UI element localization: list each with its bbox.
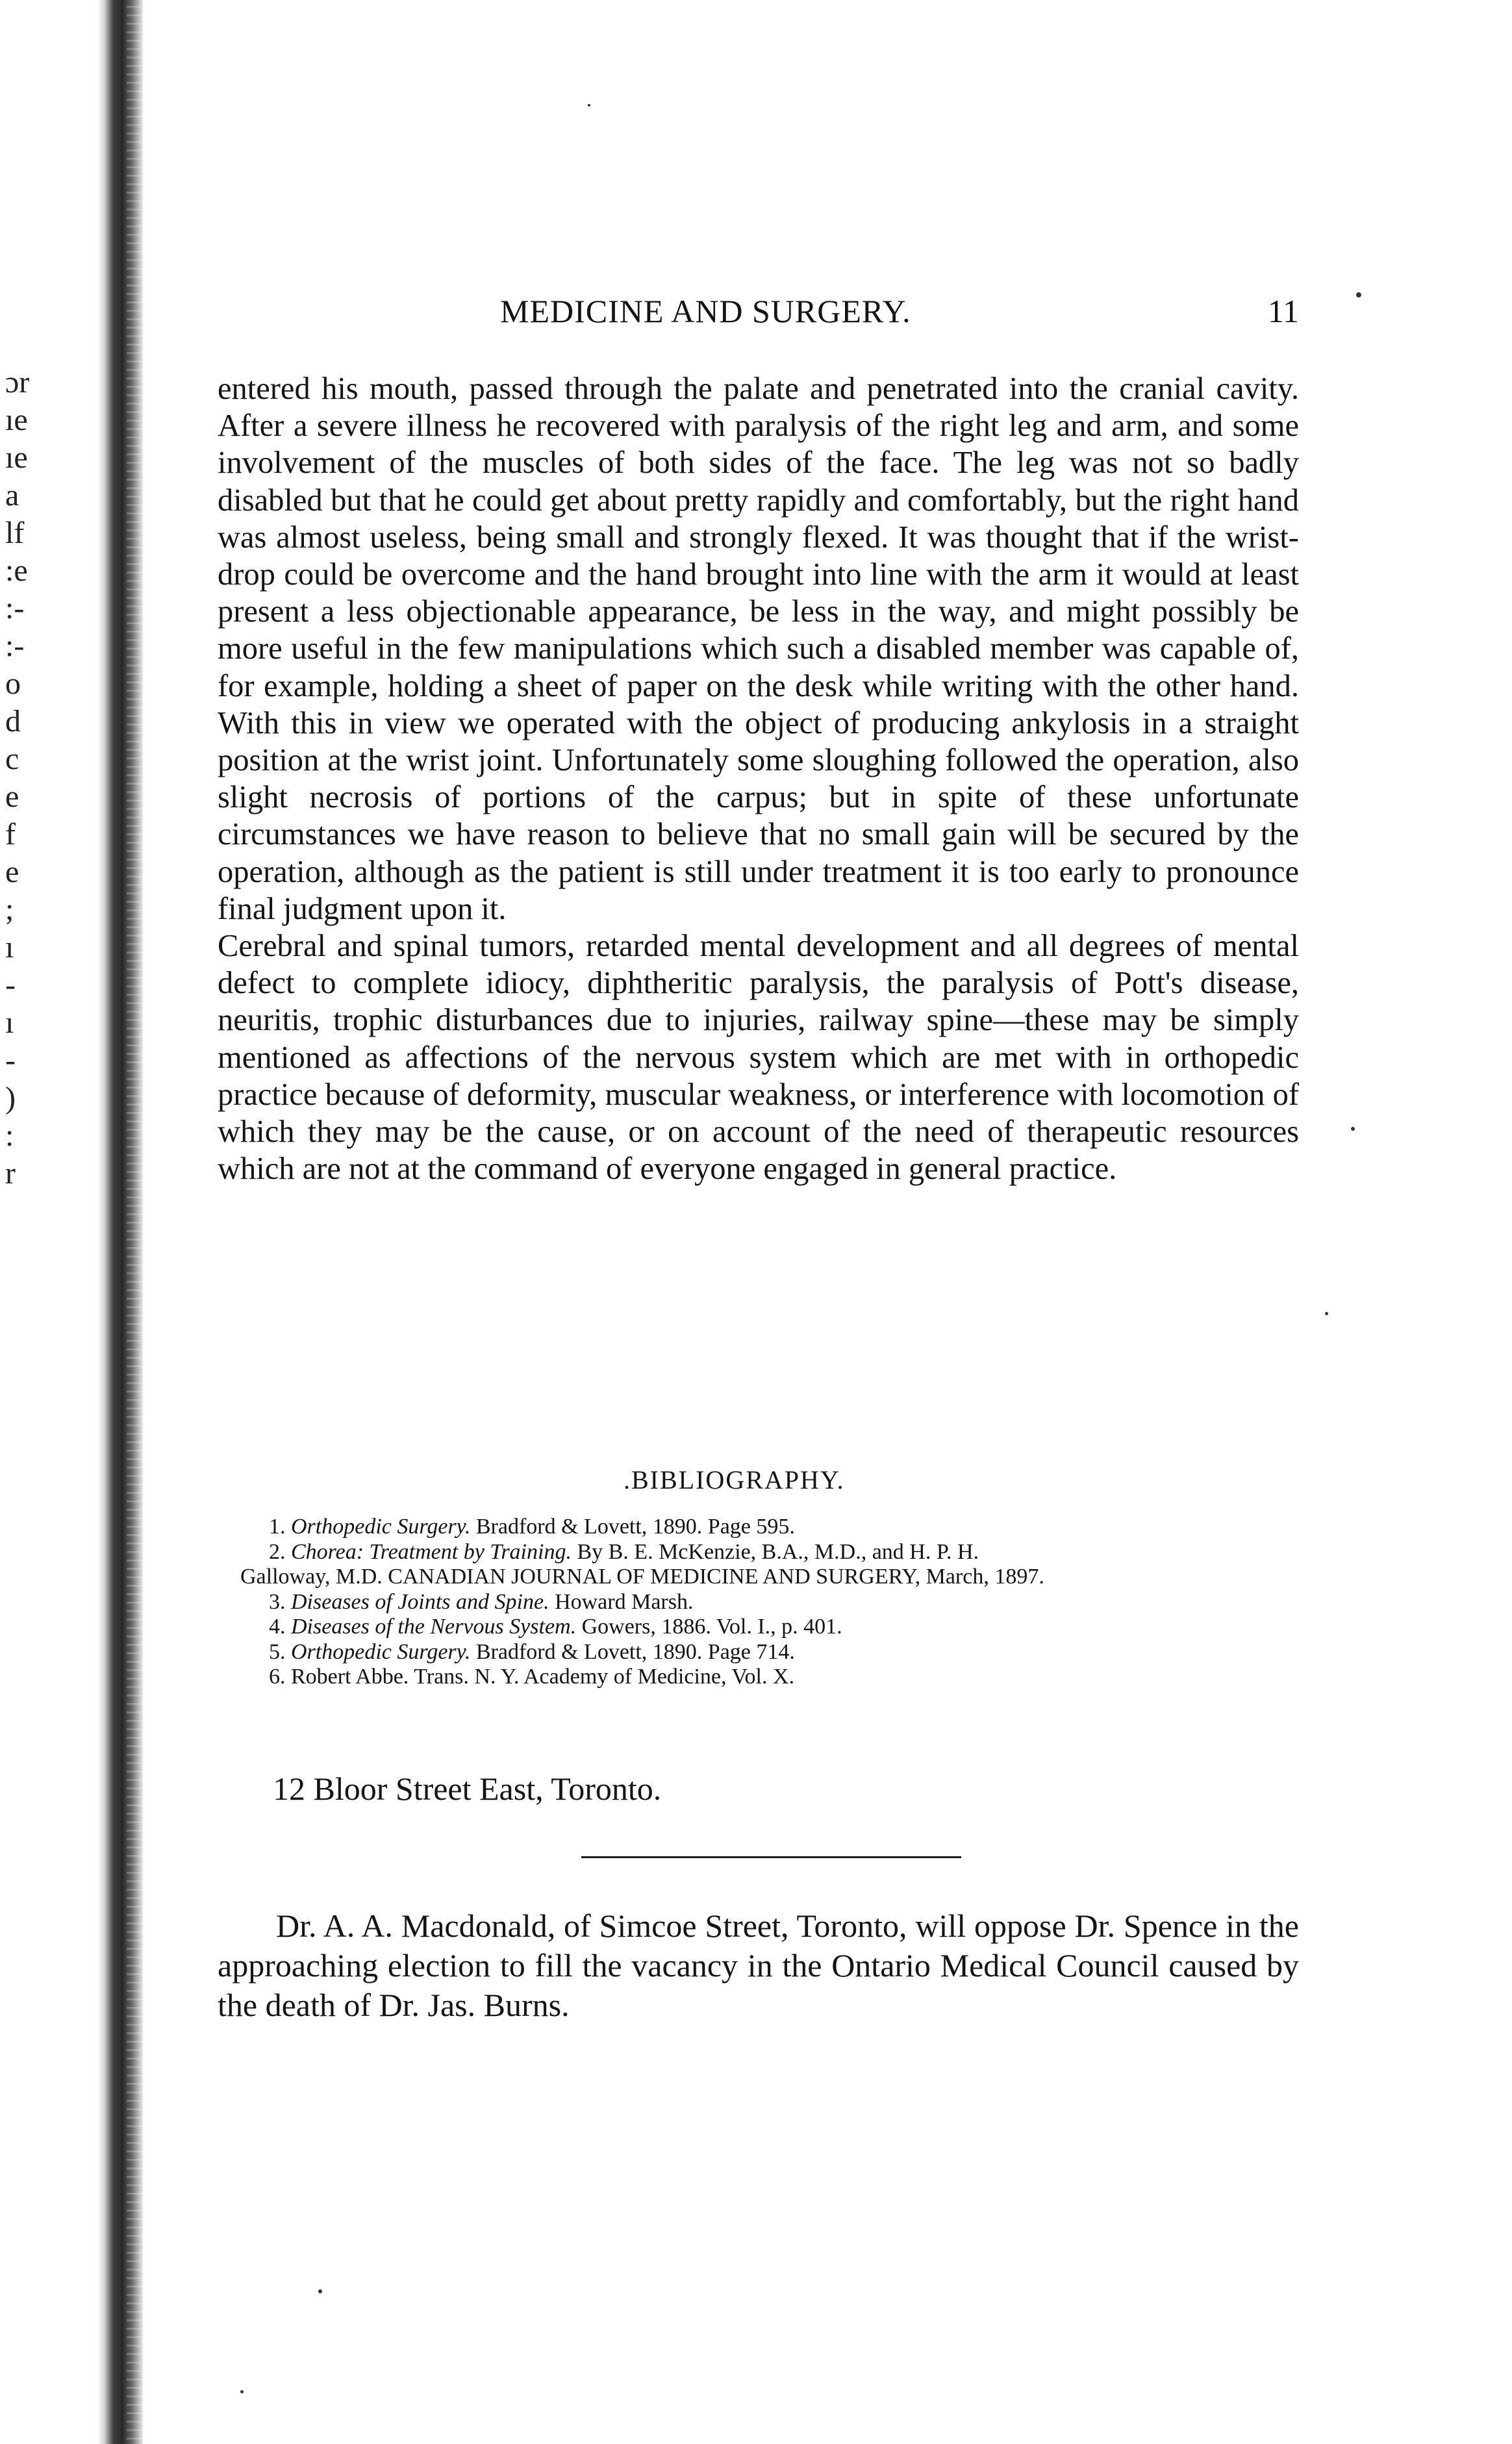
bibliography-heading: .BIBLIOGRAPHY.: [624, 1465, 845, 1494]
entry-details: By B. E. McKenzie, B.A., M.D., and H. P. H.: [571, 1539, 979, 1564]
bleed-char: -: [5, 1043, 16, 1077]
notice-paragraph: Dr. A. A. Macdonald, of Simcoe Street, Toronto, will oppose Dr. Spence in the approaching election to fill the vacancy in the Ontario Medical Council caused by the death of Dr. Jas. Burns.: [218, 1908, 1299, 2023]
facing-page-bleed-through: [5, 364, 44, 1192]
bibliography-entry: [240, 1590, 1299, 1615]
entry-number: 5.: [269, 1639, 286, 1664]
bleed-char: :e: [5, 553, 28, 588]
bleed-char: e: [5, 779, 19, 814]
entry-details: Robert Abbe. Trans. N. Y. Academy of Medicine, Vol. X.: [291, 1665, 795, 1689]
entry-title: Orthopedic Surgery.: [291, 1515, 471, 1539]
scan-speck: [318, 2289, 322, 2293]
entry-continuation-text: Galloway, M.D. CANADIAN JOURNAL OF MEDICINE AND SURGERY, March, 1897.: [240, 1565, 1044, 1589]
entry-title: Diseases of the Nervous System.: [291, 1615, 577, 1639]
entry-number: 3.: [269, 1589, 286, 1614]
entry-title: Diseases of Joints and Spine.: [291, 1589, 549, 1614]
entry-title: Chorea: Treatment by Training.: [291, 1539, 572, 1564]
entry-details: Bradford & Lovett, 1890. Page 595.: [470, 1515, 795, 1539]
entry-details: Howard Marsh.: [549, 1589, 694, 1614]
bleed-char: lf: [5, 516, 25, 550]
bleed-char: -: [5, 968, 16, 1002]
bleed-char: ıe: [5, 440, 28, 475]
body-paragraph: Cerebral and spinal tumors, retarded mental development and all degrees of mental defect to complete idiocy, diphtheritic paralysis, the paralysis of Pott's disease, neuritis, trophic disturbances due to injuries, railway spine—these may be simply mentioned as affections of the nervous system which are met with in orthopedic practice because of deformity, muscular weakness, or interference with locomotion of which they may be the cause, or on account of the need of therapeutic resources which are not at the command of everyone engaged in general practice.: [218, 929, 1299, 1187]
scan-speck: [588, 104, 590, 107]
bleed-char: a: [5, 478, 19, 512]
scan-speck: [240, 2390, 244, 2393]
bleed-char: ɔr: [5, 365, 30, 399]
scan-speck: [1351, 1127, 1355, 1131]
scan-speck: [1356, 292, 1361, 297]
scan-speck: [1325, 1312, 1328, 1315]
news-notice: [218, 1906, 1299, 2025]
section-divider: [581, 1856, 961, 1858]
bleed-char: f: [5, 817, 16, 851]
bleed-char: r: [5, 1156, 16, 1191]
bibliography-entry: [240, 1640, 1299, 1665]
bibliography-entry: [240, 1515, 1299, 1540]
bibliography-entry: [240, 1665, 1299, 1690]
page-number: 11: [1267, 293, 1299, 329]
entry-details: Gowers, 1886. Vol. I., p. 401.: [576, 1615, 842, 1639]
author-address: 12 Bloor Street East, Toronto.: [273, 1770, 662, 1807]
bibliography-entry-continuation: [240, 1565, 1299, 1590]
bleed-char: ı: [5, 1005, 14, 1040]
bleed-char: ıe: [5, 403, 28, 437]
entry-title: Orthopedic Surgery.: [291, 1639, 471, 1664]
entry-number: 2.: [269, 1539, 286, 1564]
bibliography-entry: [240, 1615, 1299, 1640]
bleed-char: :-: [5, 591, 25, 625]
bleed-char: ;: [5, 892, 14, 927]
entry-number: 1.: [269, 1515, 286, 1539]
entry-details: Bradford & Lovett, 1890. Page 714.: [470, 1639, 795, 1664]
bleed-char: :: [5, 1118, 14, 1153]
bibliography-list: [240, 1515, 1299, 1690]
bleed-char: ı: [5, 930, 14, 964]
bibliography-entry: [240, 1540, 1299, 1565]
entry-number: 6.: [269, 1665, 286, 1689]
binding-gutter-texture: [127, 0, 146, 2444]
bleed-char: :-: [5, 629, 25, 663]
entry-number: 4.: [269, 1615, 286, 1639]
bleed-char: o: [5, 666, 21, 701]
running-head: MEDICINE AND SURGERY.: [500, 293, 911, 329]
body-paragraph: entered his mouth, passed through the palate and penetrated into the cranial cavity. After a severe illness he recovered with paralysis of the right leg and arm, and some involvement of the muscles of both sides of the face. The leg was not so badly disabled but that he could get about pretty rapidly and comfortably, but the right hand was almost useless, being small and strongly flexed. It was thought that if the wrist-drop could be overcome and the hand brought into line with the arm it would at least present a less objectionable appearance, be less in the way, and might possibly be more useful in the few manipulations which such a disabled member was capable of, for example, holding a sheet of paper on the desk while writing with the other hand. With this in view we operated with the object of producing ankylosis in a straight position at the wrist joint. Unfortunately some sloughing followed the operation, also slight necrosis of portions of the carpus; but in spite of these unfortunate circumstances we have reason to believe that no small gain will be secured by the operation, although as the patient is still under treatment it is too early to pronounce final judgment upon it.: [218, 372, 1299, 926]
article-body: [218, 370, 1299, 1187]
bleed-char: ): [5, 1081, 16, 1115]
page-header: [214, 292, 1299, 344]
bleed-char: c: [5, 742, 19, 776]
bleed-char: d: [5, 704, 21, 738]
bleed-char: e: [5, 855, 19, 889]
